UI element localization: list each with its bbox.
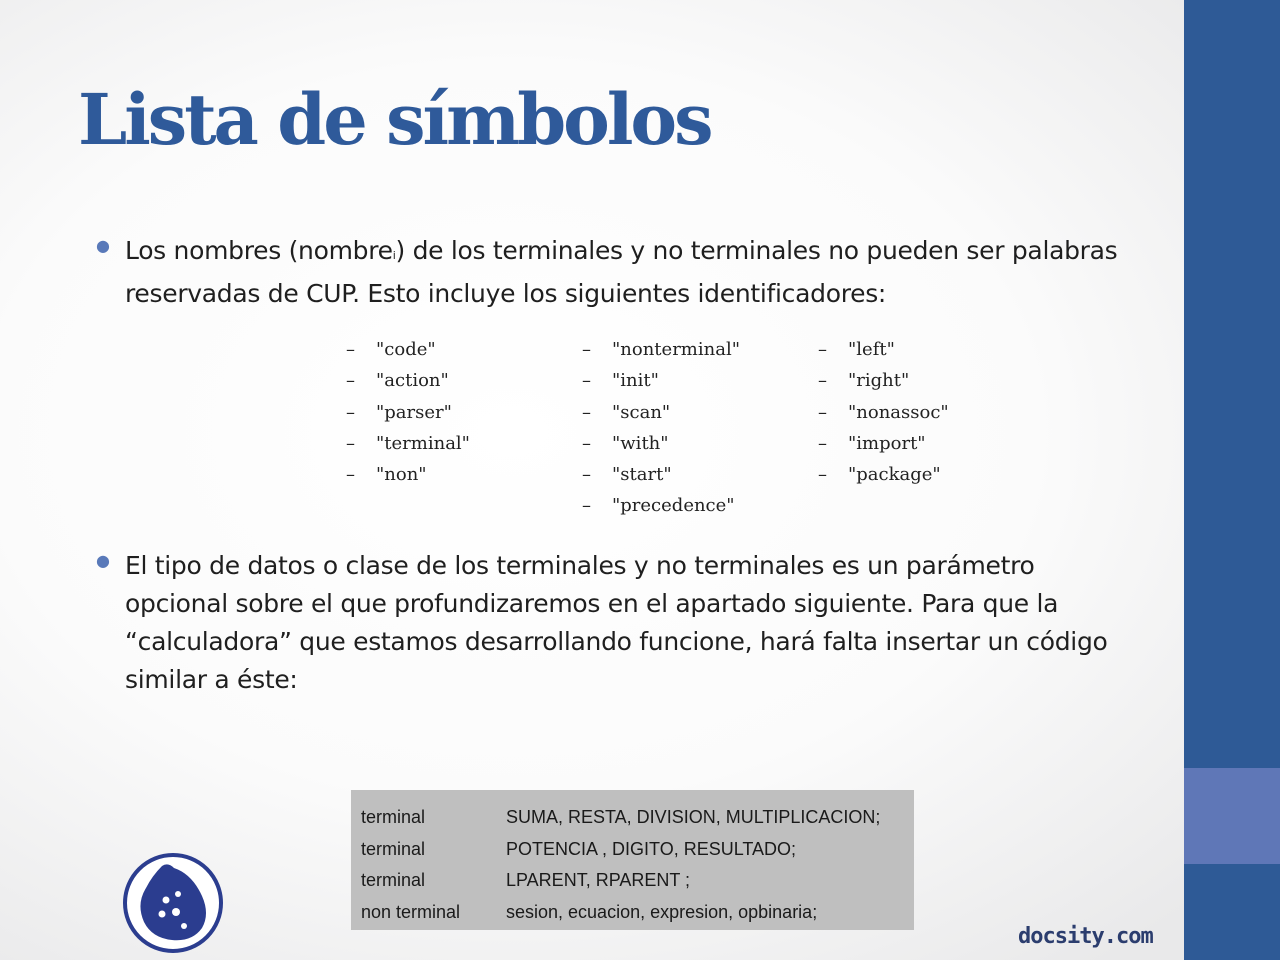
reserved-word: "start" (612, 464, 672, 486)
reserved-word: "non" (376, 464, 427, 486)
dash-marker: – (582, 432, 591, 454)
bullet-reserved-words (96, 232, 1136, 313)
bullet-dot-icon: ● (96, 551, 110, 570)
dash-marker: – (582, 495, 591, 517)
dash-marker: – (346, 339, 355, 360)
code-symbols: sesion, ecuacion, expresion, opbinaria; (506, 901, 818, 922)
reserved-word-item (818, 365, 949, 396)
reserved-word-item (346, 428, 470, 459)
code-symbols: POTENCIA , DIGITO, RESULTADO; (506, 838, 797, 859)
reserved-word-item (818, 334, 949, 365)
code-symbols: SUMA, RESTA, DIVISION, MULTIPLICACION; (506, 807, 881, 827)
reserved-word-item (582, 397, 740, 428)
reserved-word-item (582, 490, 740, 521)
code-line (351, 866, 914, 898)
code-symbols: LPARENT, RPARENT ; (506, 870, 691, 890)
reserved-word: "parser" (376, 401, 452, 423)
bullet-text (125, 232, 1136, 313)
reserved-word: "init" (612, 370, 659, 392)
reserved-word: "terminal" (376, 432, 470, 454)
reserved-word-item (582, 365, 740, 396)
dash-marker: – (582, 464, 591, 486)
code-keyword: terminal (361, 838, 426, 859)
dash-marker: – (818, 432, 827, 454)
reserved-word-item (582, 428, 740, 459)
bullet-text-part: ) de los terminales y no terminales no pueden ser palabras reservadas de CUP. Esto incluye los siguientes identificadores: (125, 236, 1118, 308)
reserved-word: "right" (848, 370, 910, 392)
docsity-logo-icon (122, 852, 224, 954)
reserved-words-column-3 (818, 334, 949, 490)
dash-marker: – (346, 464, 355, 486)
reserved-word-item (818, 397, 949, 428)
reserved-word: "left" (848, 339, 895, 360)
code-keyword: terminal (361, 807, 426, 827)
bullet-dot-icon: ● (96, 236, 110, 255)
reserved-word-item (346, 397, 470, 428)
reserved-word: "action" (376, 370, 449, 392)
dash-marker: – (346, 401, 355, 423)
reserved-word: "scan" (612, 401, 671, 423)
code-example-block (351, 790, 914, 930)
reserved-word-item (346, 365, 470, 396)
dash-marker: – (346, 432, 355, 454)
code-line (351, 835, 914, 867)
reserved-word: "nonterminal" (612, 339, 740, 360)
reserved-words-column-2 (582, 334, 740, 522)
reserved-word-item (582, 459, 740, 490)
reserved-word: "nonassoc" (848, 401, 949, 423)
reserved-word-item (346, 334, 470, 365)
code-line (351, 803, 914, 835)
code-keyword: non terminal (361, 901, 461, 922)
reserved-words-column-1 (346, 334, 470, 490)
dash-marker: – (818, 339, 827, 360)
slide-title: Lista de símbolos (78, 78, 711, 161)
dash-marker: – (818, 370, 827, 392)
dash-marker: – (346, 370, 355, 392)
reserved-word-item (818, 459, 949, 490)
code-line (351, 898, 914, 930)
reserved-word: "code" (376, 339, 436, 360)
dash-marker: – (582, 339, 591, 360)
reserved-word: "precedence" (612, 495, 735, 517)
reserved-word-item (582, 334, 740, 365)
reserved-word: "package" (848, 464, 941, 486)
code-keyword: terminal (361, 870, 426, 890)
docsity-watermark: docsity.com (1018, 924, 1153, 949)
dash-marker: – (582, 370, 591, 392)
reserved-word-item (818, 428, 949, 459)
bullet-text-part: Los nombres (nombre (125, 236, 393, 265)
dash-marker: – (818, 401, 827, 423)
dash-marker: – (818, 464, 827, 486)
subscript-i: i (392, 249, 396, 262)
reserved-word: "import" (848, 432, 926, 454)
bullet-data-types (96, 547, 1136, 699)
sidebar-accent-block (1184, 768, 1280, 864)
reserved-word-item (346, 459, 470, 490)
bullet-text: El tipo de datos o clase de los terminales y no terminales es un parámetro opcional sobre el que profundizaremos en el apartado siguiente. Para que la “calculadora” que estamos desarrollando funcione, hará falta insertar un código similar a éste: (125, 551, 1108, 694)
reserved-word: "with" (612, 432, 669, 454)
dash-marker: – (582, 401, 591, 423)
